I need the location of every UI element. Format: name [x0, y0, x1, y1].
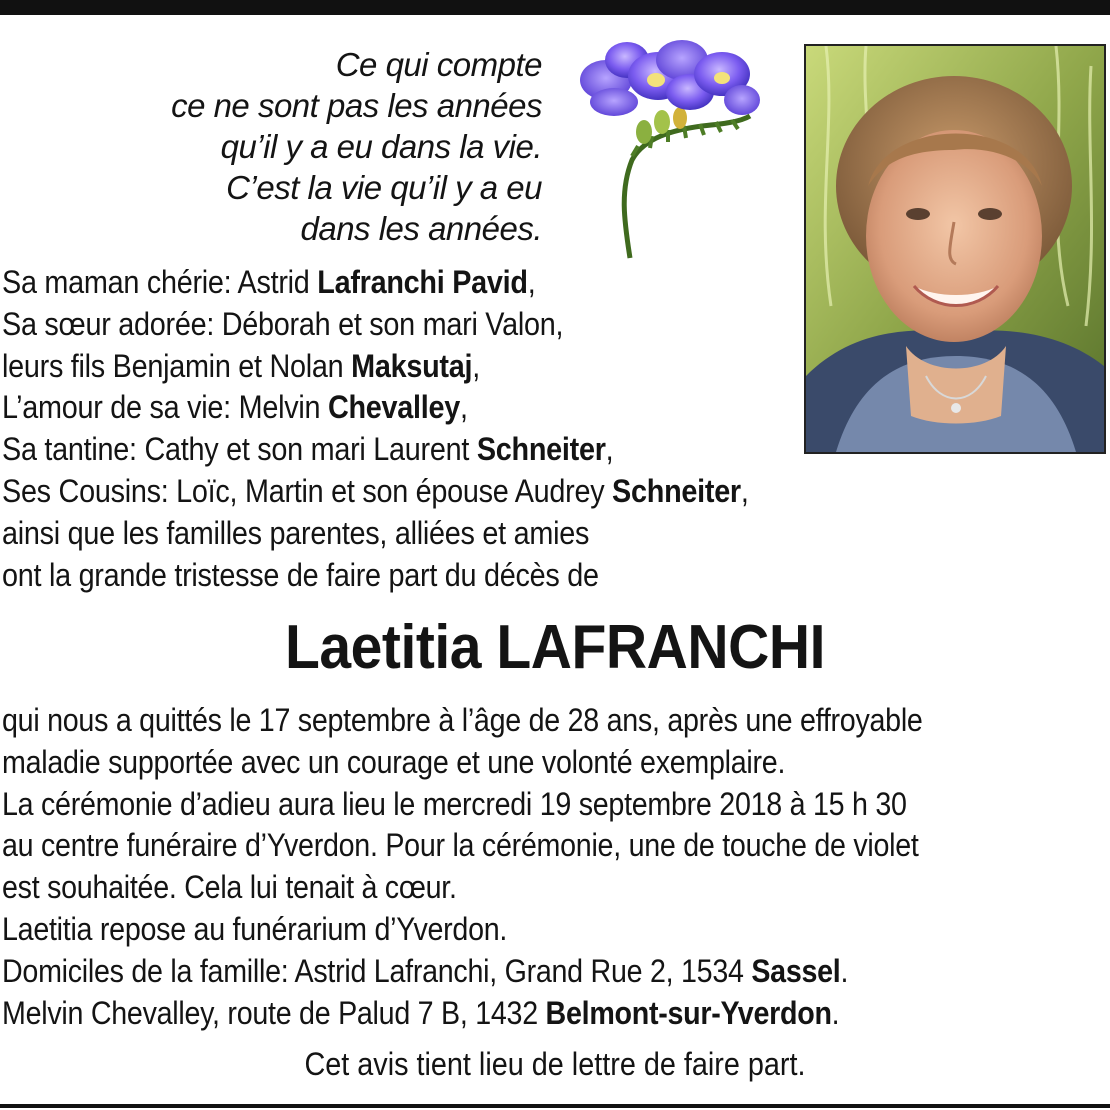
- family-line-end: ,: [605, 431, 614, 468]
- poem-line: Ce qui compte: [335, 46, 542, 83]
- place-name: Belmont-sur-Yverdon: [545, 994, 832, 1031]
- family-surname: Lafranchi Pavid: [317, 264, 528, 300]
- body-line-text: est souhaitée. Cela lui tenait à cœur.: [2, 869, 457, 906]
- body-line: [2, 867, 923, 909]
- family-line: [2, 346, 749, 388]
- family-surname: Chevalley: [327, 389, 461, 426]
- family-line-text: Sa maman chérie: Astrid: [2, 264, 318, 300]
- body-line: [2, 993, 923, 1035]
- family-surname: Schneiter: [612, 472, 741, 509]
- body-line-text: Domiciles de la famille: Astrid Lafranchi, Grand Rue 2, 1534: [2, 952, 752, 989]
- body-line: [2, 784, 923, 826]
- deceased-name: Laetitia LAFRANCHI: [285, 613, 825, 682]
- family-line: [2, 262, 749, 304]
- closing-note: Cet avis tient lieu de lettre de faire part.: [304, 1046, 806, 1082]
- body-line: [2, 700, 923, 742]
- poem-line: qu’il y a eu dans la vie.: [220, 128, 542, 165]
- body-line-text: La cérémonie d’adieu aura lieu le mercredi 19 septembre 2018 à 15 h 30: [2, 785, 907, 822]
- body-line: [2, 742, 923, 784]
- family-list: [2, 262, 749, 596]
- bottom-rule: [0, 1104, 1110, 1108]
- place-name: Sassel: [751, 952, 841, 989]
- family-line-text: Sa tantine: Cathy et son mari Laurent: [2, 431, 477, 468]
- family-line-text: Sa sœur adorée: Déborah et son mari Valon,: [2, 305, 564, 342]
- body-line-text: Laetitia repose au funérarium d’Yverdon.: [2, 910, 508, 947]
- family-line-end: ,: [740, 472, 749, 509]
- family-line-text: leurs fils Benjamin et Nolan: [2, 347, 352, 384]
- family-line-text: ont la grande tristesse de faire part du décès de: [2, 556, 599, 593]
- body-line: [2, 909, 923, 951]
- poem-line: C’est la vie qu’il y a eu: [226, 169, 542, 206]
- family-line: [2, 304, 749, 346]
- body-line-text: qui nous a quittés le 17 septembre à l’âge de 28 ans, après une effroyable: [2, 702, 923, 738]
- body-line-end: .: [831, 994, 840, 1031]
- family-line: [2, 513, 749, 555]
- family-line-end: ,: [527, 264, 536, 300]
- poem: [82, 44, 542, 249]
- family-line-text: L’amour de sa vie: Melvin: [2, 389, 328, 426]
- family-line: [2, 387, 749, 429]
- body-line: [2, 951, 923, 993]
- family-surname: Schneiter: [476, 431, 606, 468]
- family-surname: Maksutaj: [351, 347, 473, 384]
- family-line: [2, 429, 749, 471]
- body-line: [2, 825, 923, 867]
- family-line-text: ainsi que les familles parentes, alliées et amies: [2, 514, 590, 551]
- body-line-text: maladie supportée avec un courage et une volonté exemplaire.: [2, 743, 786, 780]
- family-line: [2, 555, 749, 597]
- purple-freesia-icon: [572, 30, 782, 260]
- body-line-text: Melvin Chevalley, route de Palud 7 B, 1432: [2, 994, 546, 1031]
- body-line-end: .: [840, 952, 849, 989]
- portrait-photo: [804, 44, 1106, 454]
- announcement-body: [2, 700, 923, 1034]
- body-line-text: au centre funéraire d’Yverdon. Pour la cérémonie, une de touche de violet: [2, 827, 919, 864]
- poem-line: ce ne sont pas les années: [171, 87, 542, 124]
- family-line: [2, 471, 749, 513]
- family-line-end: ,: [460, 389, 468, 426]
- family-line-text: Ses Cousins: Loïc, Martin et son épouse Audrey: [2, 472, 613, 509]
- top-rule: [0, 0, 1110, 15]
- family-line-end: ,: [472, 347, 480, 384]
- poem-line: dans les années.: [300, 210, 542, 247]
